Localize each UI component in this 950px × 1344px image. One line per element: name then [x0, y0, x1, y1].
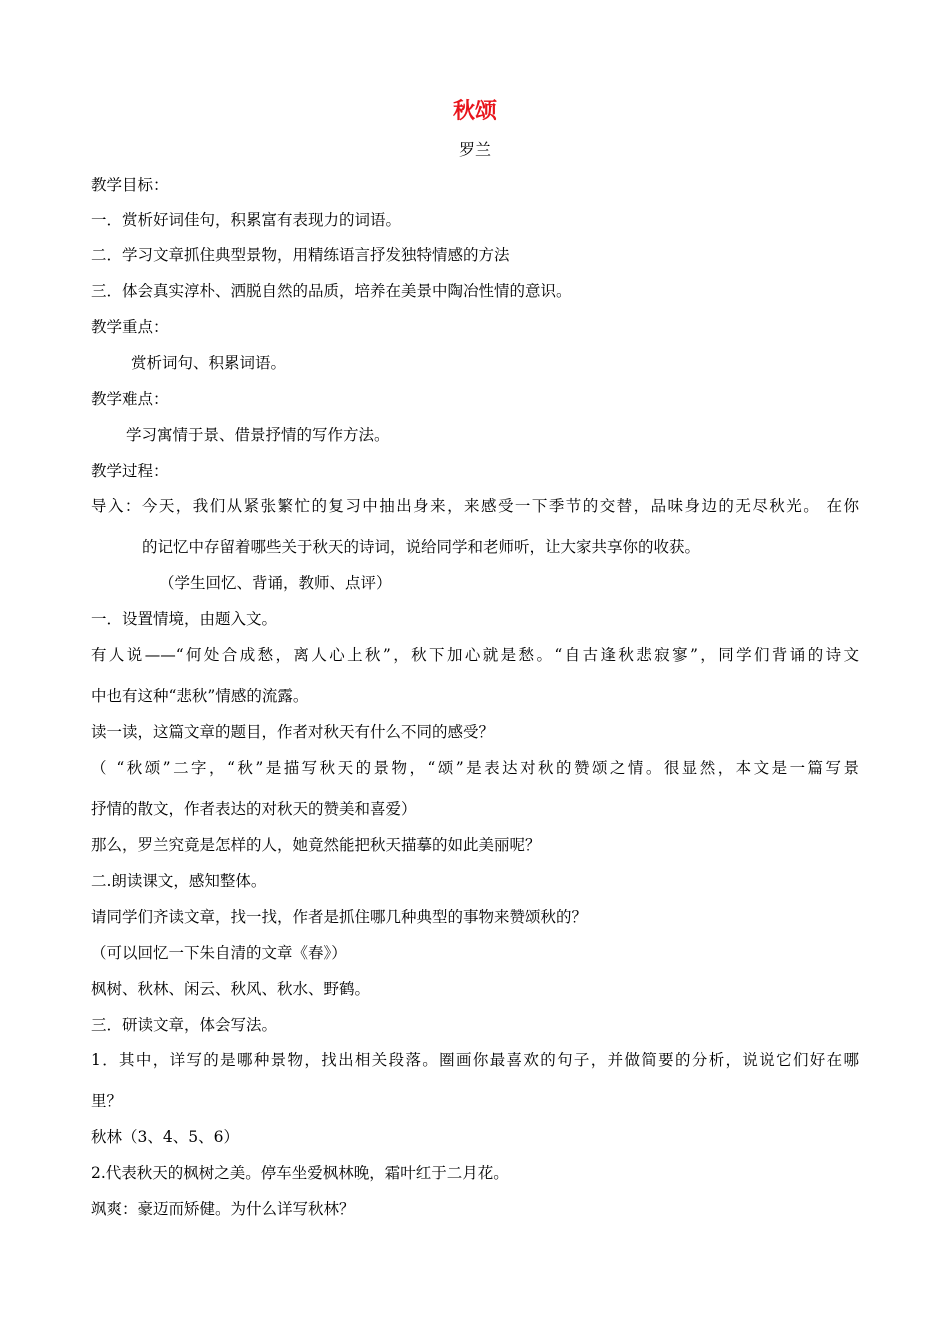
objective-item: 三．体会真实淳朴、洒脱自然的品质，培养在美景中陶冶性情的意识。 [91, 282, 572, 300]
paragraph-line: （可以回忆一下朱自清的文章《春》） [91, 944, 347, 962]
paragraph-line: 读一读，这篇文章的题目，作者对秋天有什么不同的感受？ [91, 723, 495, 741]
paragraph-line: 中也有这种“悲秋”情感的流露。 [91, 687, 309, 705]
paragraph-line: 枫树、秋林、闲云、秋风、秋水、野鹤。 [91, 980, 371, 998]
step-heading: 三．研读文章，体会写法。 [91, 1016, 278, 1034]
paragraph-line: （学生回忆、背诵，教师、点评） [159, 574, 392, 592]
paragraph-line: 导入：今天，我们从紧张繁忙的复习中抽出身来，来感受一下季节的交替，品味身边的无尽秋光。 在你 [91, 497, 859, 515]
paragraph-line: 里？ [91, 1092, 123, 1110]
document-author: 罗兰 [458, 140, 491, 159]
section-heading-process: 教学过程： [91, 462, 169, 480]
paragraph-line: 那么，罗兰究竟是怎样的人，她竟然能把秋天描摹的如此美丽呢？ [91, 836, 541, 854]
paragraph-line: 的记忆中存留着哪些关于秋天的诗词，说给同学和老师听，让大家共享你的收获。 [142, 538, 701, 556]
objective-item: 一．赏析好词佳句，积累富有表现力的词语。 [91, 211, 402, 229]
key-point-text: 赏析词句、积累词语。 [131, 354, 287, 372]
paragraph-line: 1．其中，详写的是哪种景物，找出相关段落。圈画你最喜欢的句子，并做简要的分析，说说它们好在哪 [91, 1051, 859, 1069]
section-heading-key-points: 教学重点： [91, 318, 169, 336]
document-title: 秋颂 [452, 99, 497, 124]
paragraph-line: 请同学们齐读文章，找一找，作者是抓住哪几种典型的事物来赞颂秋的？ [91, 908, 588, 926]
paragraph-line: 有人说——“何处合成愁，离人心上秋”，秋下加心就是愁。“自古逢秋悲寂寥”，同学们背诵的诗文 [91, 646, 859, 664]
paragraph-line: 秋林（3、4、5、6） [91, 1128, 239, 1146]
paragraph-line: （ “秋颂”二字，“秋”是描写秋天的景物，“颂”是表达对秋的赞颂之情。很显然，本文是一篇写景 [91, 759, 859, 777]
paragraph-line: 飒爽：豪迈而矫健。为什么详写秋林？ [91, 1200, 355, 1218]
objective-item: 二．学习文章抓住典型景物，用精练语言抒发独特情感的方法 [91, 246, 510, 264]
step-heading: 一．设置情境，由题入文。 [91, 610, 278, 628]
paragraph-line: 2.代表秋天的枫树之美。停车坐爱枫林晚，霜叶红于二月花。 [91, 1164, 509, 1182]
section-heading-objectives: 教学目标： [91, 176, 169, 194]
section-heading-difficulties: 教学难点： [91, 390, 169, 408]
step-heading: 二.朗读课文，感知整体。 [91, 872, 267, 890]
paragraph-line: 抒情的散文，作者表达的对秋天的赞美和喜爱） [91, 800, 417, 818]
difficulty-text: 学习寓情于景、借景抒情的写作方法。 [126, 426, 390, 444]
